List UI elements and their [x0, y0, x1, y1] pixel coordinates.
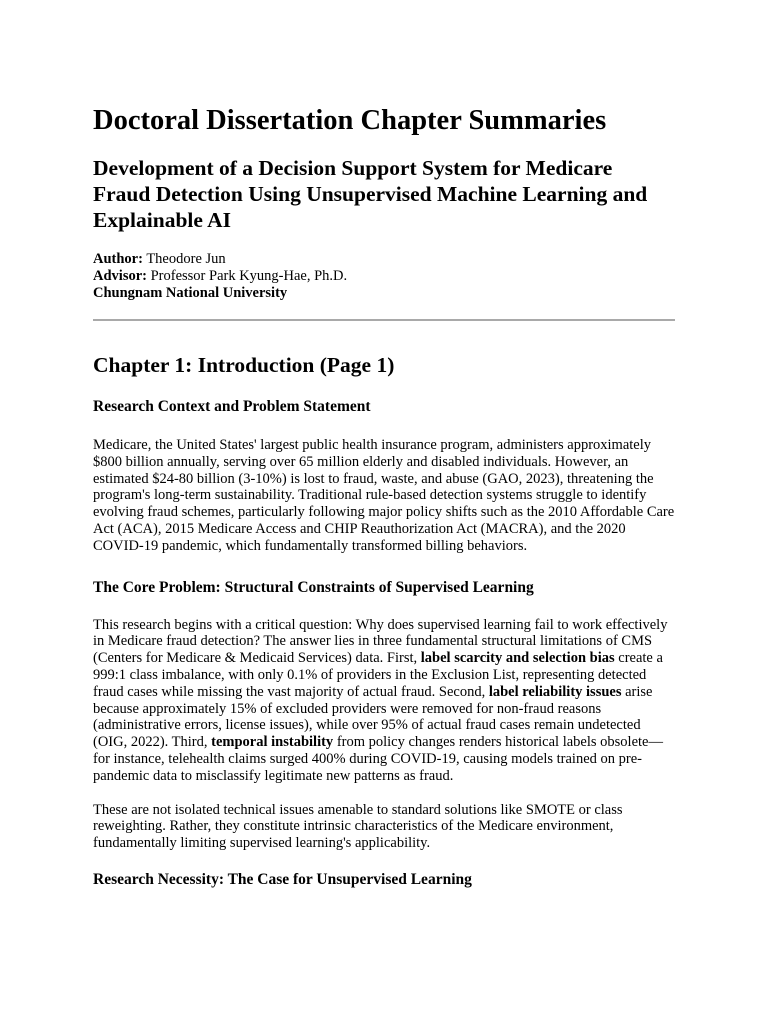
advisor-label: Advisor:: [93, 268, 147, 284]
chapter-1-heading: Chapter 1: Introduction (Page 1): [93, 353, 395, 377]
core-problem-text-3: arise because approximately 15% of excluded providers were removed for non-fraud reasons (administrative errors, license issues), while over 95% of actual fraud cases remain undetected (OIG, 2022). Third,: [93, 683, 653, 751]
author-name: Theodore Jun: [146, 251, 226, 267]
research-context-paragraph: Medicare, the United States' largest public health insurance program, administers approximately $800 billion annually, serving over 65 million elderly and disabled individuals. However, an estimated $24-80 billion (3-10%) is lost to fraud, waste, and abuse (GAO, 2023), threatening the program's long-term sustainability. Traditional rule-based detection systems struggle to identify evolving fraud schemes, particularly following major policy shifts such as the 2010 Affordable Care Act (ACA), 2015 Medicare Access and CHIP Reauthorization Act (MACRA), and the 2020 COVID-19 pandemic, which fundamentally transformed billing behaviors.: [93, 437, 675, 554]
core-problem-text-4: from policy changes renders historical labels obsolete—for instance, telehealth claims surged 400% during COVID-19, causing models trained on pre-pandemic data to misclassify legitimate new patterns as fraud.: [93, 734, 663, 784]
dissertation-subtitle: Development of a Decision Support System for Medicare Fraud Detection Using Unsupervised Machine Learning and Explainable AI: [93, 156, 648, 232]
institution-name: Chungnam National University: [93, 285, 288, 301]
advisor-name: Professor Park Kyung-Hae, Ph.D.: [150, 268, 348, 284]
section-heading-research-context: Research Context and Problem Statement: [93, 398, 371, 415]
section-heading-core-problem: The Core Problem: Structural Constraints of Supervised Learning: [93, 578, 534, 596]
core-problem-bold-label-reliability: label reliability issues: [488, 683, 622, 700]
core-problem-paragraph: [93, 617, 675, 785]
institution-line: [93, 285, 675, 302]
section-heading-research-necessity: Research Necessity: The Case for Unsupervised Learning: [93, 870, 472, 888]
author-line: [93, 251, 675, 268]
core-problem-text-1: This research begins with a critical question: Why does supervised learning fail to work effectively in Medicare fraud detection? The answer lies in three fundamental structural limitations of CMS (Centers for Medicare & Medicaid Services) data. First,: [93, 616, 668, 667]
structural-issues-paragraph: These are not isolated technical issues amenable to standard solutions like SMOTE or class reweighting. Rather, they constitute intrinsic characteristics of the Medicare environment, fundamentally limiting supervised learning's applicability.: [93, 801, 623, 852]
advisor-line: [93, 268, 675, 285]
core-problem-bold-label-scarcity: label scarcity and selection bias: [420, 650, 615, 667]
core-problem-text-2: create a 999:1 class imbalance, with only 0.1% of providers in the Exclusion List, representing detected fraud cases while missing the vast majority of actual fraud. Second,: [93, 650, 663, 700]
author-info: [93, 251, 675, 302]
core-problem-bold-temporal-instability: temporal instability: [211, 734, 334, 751]
author-label: Author:: [93, 251, 143, 267]
horizontal-divider: [93, 319, 675, 321]
document-title: Doctoral Dissertation Chapter Summaries: [93, 105, 607, 136]
